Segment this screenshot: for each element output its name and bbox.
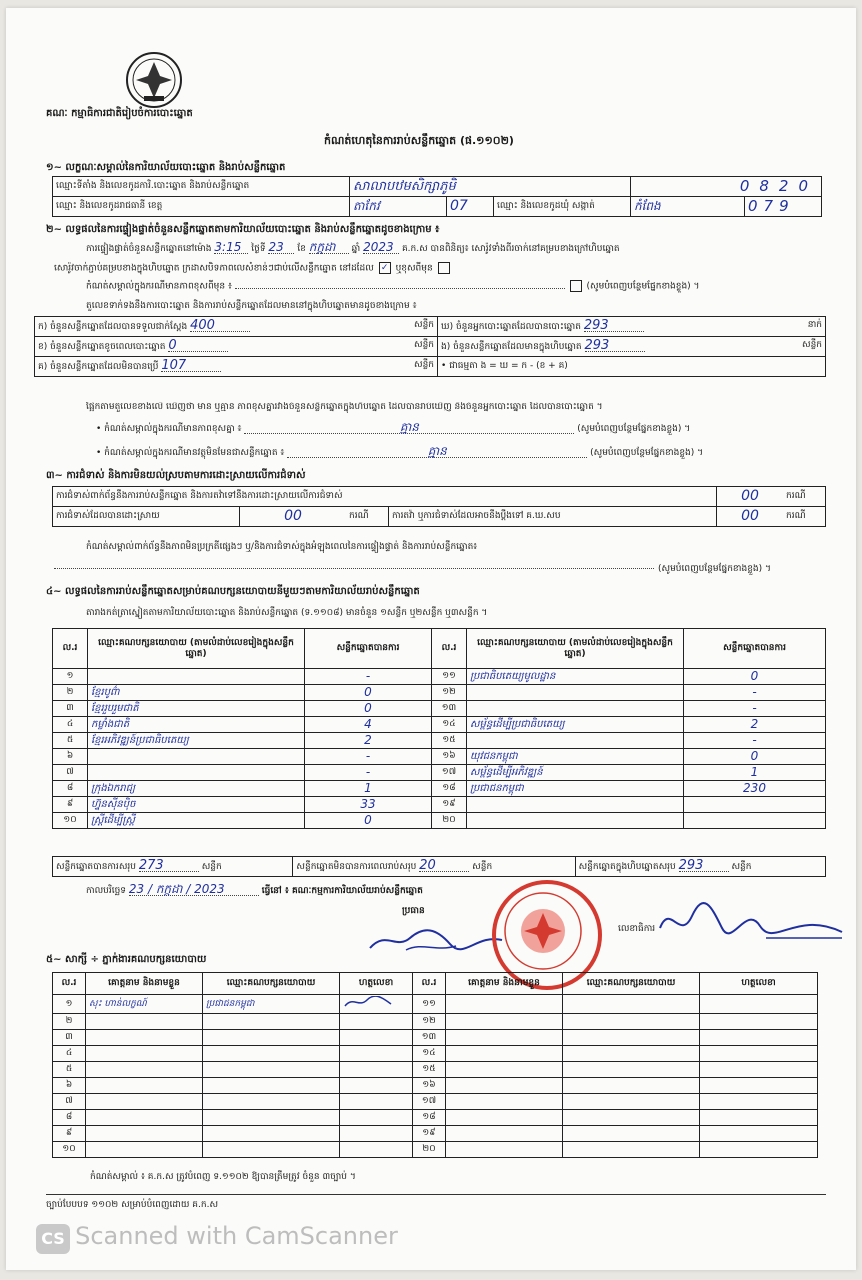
camscanner-logo-icon: CS [36, 1224, 70, 1254]
witness-no: ១ [53, 995, 86, 1014]
witness-name[interactable] [86, 1094, 203, 1110]
total-box-value: 293 [679, 860, 729, 872]
section1-table [52, 176, 822, 217]
witness-row [53, 1094, 818, 1110]
witness-no: ១៣ [413, 1030, 446, 1046]
witness-name[interactable] [446, 1094, 563, 1110]
witness-party[interactable] [563, 1142, 700, 1158]
witness-signature[interactable] [700, 1046, 818, 1062]
count-row-c [35, 357, 438, 377]
result-no: ១៣ [432, 701, 467, 717]
appeal-unit: ករណី [783, 507, 826, 527]
section3-title: ៣~ ការជំទាស់ និងការមិនយល់ស្របតាមការដោះស្រាយលើការជំទាស់ [46, 470, 306, 481]
col-votes-right: សន្លឹកឆ្នោតបានការ [684, 629, 826, 669]
witness-signature[interactable] [700, 1014, 818, 1030]
result-party: ស្ត្រីដើម្បីស្ត្រី [88, 813, 305, 829]
section1-title: ១~ លក្ខណៈសម្គាល់នៃការិយាល័យបោះឆ្នោត និងរាប់សន្លឹកឆ្នោត [46, 162, 286, 173]
day-label: ថ្ងៃទី [251, 244, 266, 254]
result-votes: 1 [305, 781, 432, 797]
witness-party[interactable] [203, 1078, 340, 1094]
count-d-label: ឃ) ចំនួនអ្នកបោះឆ្នោតដែលបានបោះឆ្នោត [441, 322, 581, 332]
witness-signature[interactable] [340, 1030, 413, 1046]
result-votes: 1 [684, 765, 826, 781]
witness-no: ១៧ [413, 1094, 446, 1110]
objection-value: 00 [717, 487, 784, 507]
result-votes: 0 [684, 749, 826, 765]
counting-intro: តួលេខទាក់ទងនឹងការបោះឆ្នោត និងការរាប់សន្លឹកឆ្នោតដែលមាននៅក្នុងហិបឆ្នោតមានដូចខាងក្រោម ៖ [86, 301, 417, 311]
witness-name[interactable] [86, 1078, 203, 1094]
count-row-a [35, 317, 438, 337]
witness-signature[interactable] [700, 1030, 818, 1046]
formula-cell: • ជាធម្មតា ង = ឃ = ក - (ខ + គ) [438, 357, 826, 377]
result-party [467, 797, 684, 813]
committee-label: ធ្វើនៅ ៖ គណៈកម្មការការិយាល័យរាប់សន្លឹកឆ្នោត [261, 886, 423, 896]
witness-no: ៣ [53, 1030, 86, 1046]
witness-signature[interactable] [340, 1142, 413, 1158]
count-e-value: 293 [585, 340, 645, 352]
result-party [467, 813, 684, 829]
result-no: ៦ [53, 749, 88, 765]
result-no: ៧ [53, 765, 88, 781]
bullet1-label: • កំណត់សម្គាល់ក្នុងករណីមានភាពខុសគ្នា ៖ [96, 424, 242, 434]
resolved-label: ការជំទាស់ដែលបានដោះស្រាយ [53, 507, 240, 527]
witness-party[interactable] [203, 1014, 340, 1030]
result-votes: 2 [684, 717, 826, 733]
count-a-label: ក) ចំនួនសន្លឹកឆ្នោតដែលបានទទួលជាក់ស្តែង [38, 322, 188, 332]
anomaly-note-line [86, 280, 826, 293]
total-invalid-unit: សន្លឹក [472, 862, 493, 872]
witness-table [52, 972, 818, 1158]
section2-title: ២~ លទ្ធផលនៃការផ្ទៀងផ្ទាត់ចំនួនសន្លឹកឆ្នោតតាមការិយាល័យបោះឆ្នោត និងរាប់សន្លឹកឆ្នោតដូចខាងក្រោម ៖ [46, 224, 440, 235]
w-col-no-left: ល.រ [53, 973, 86, 995]
secretary-signature [656, 898, 846, 948]
witness-signature[interactable] [340, 1094, 413, 1110]
appeal-label: ការតវ៉ា ឬការជំទាស់ដែលអាចនឹងប្តឹងទៅ គ.ឃ.សប [389, 507, 717, 527]
anomaly-note-field[interactable] [235, 288, 565, 289]
results-row [53, 765, 826, 781]
results-row [53, 701, 826, 717]
anomaly-note-label: កំណត់សម្គាល់ក្នុងករណីមានភាពខុសពីមុន ៖ [86, 281, 232, 292]
result-party: សម្ព័ន្ធដើម្បីអភិវឌ្ឍន៍ [467, 765, 684, 781]
w-col-sign-left: ហត្ថលេខា [340, 973, 413, 995]
witness-signature[interactable] [340, 1126, 413, 1142]
bullet2-hint: (សូមបំពេញបន្ថែមផ្នែកខាងខ្លួង) ។ [590, 448, 704, 458]
result-party: ក្រុងឯករាជ្យ [88, 781, 305, 797]
count-row-e [438, 337, 826, 357]
commune-value: កំពែង [631, 197, 745, 217]
seal-line [54, 262, 452, 275]
witness-signature[interactable] [700, 1094, 818, 1110]
witness-party[interactable] [563, 1046, 700, 1062]
chair-label: ប្រធាន [402, 906, 425, 916]
results-row [53, 781, 826, 797]
witness-name[interactable] [86, 1110, 203, 1126]
result-no: ៤ [53, 717, 88, 733]
committee-name: គណៈ កម្មាធិការជាតិរៀបចំការបោះឆ្នោត [46, 108, 193, 119]
witness-party[interactable] [203, 1126, 340, 1142]
bullet2-line [96, 446, 826, 459]
witness-party[interactable] [203, 1110, 340, 1126]
witness-party[interactable] [563, 995, 700, 1014]
result-party: ខ្មែរអភិវឌ្ឍន៍ប្រជាធិបតេយ្យ [88, 733, 305, 749]
changed-label: ឬខុសពីមុន [395, 263, 433, 274]
witness-name[interactable] [446, 1142, 563, 1158]
result-party [467, 685, 684, 701]
witness-no: ៩ [53, 1126, 86, 1142]
result-party: យុវជនកម្ពុជា [467, 749, 684, 765]
result-votes: - [305, 669, 432, 685]
secretary-label: លេខាធិការ [618, 924, 656, 934]
objection-unit: ករណី [783, 487, 826, 507]
result-votes: 0 [684, 669, 826, 685]
witness-signature[interactable] [700, 1142, 818, 1158]
result-party [88, 669, 305, 685]
result-votes: 230 [684, 781, 826, 797]
witness-signature[interactable] [340, 995, 413, 1014]
total-invalid-value: 20 [419, 860, 469, 872]
location-label: ឈ្មោះទីតាំង និងលេខកូដការិ.បោះឆ្នោត និងរាប់សន្លឹកឆ្នោត [53, 177, 350, 197]
witness-party[interactable] [563, 1030, 700, 1046]
witness-name[interactable] [86, 1014, 203, 1030]
witness-no: ១៦ [413, 1078, 446, 1094]
witness-row [53, 1014, 818, 1030]
total-valid-label: សន្លឹកឆ្នោតបានការសរុប [56, 862, 136, 872]
result-no: ២ [53, 685, 88, 701]
witness-no: ៦ [53, 1078, 86, 1094]
count-e-unit: សន្លឹក [802, 340, 822, 350]
bottom-note: ច្បាប់បែបបទ ១១០២ សម្រាប់បំពេញដោយ គ.ក.ស [46, 1200, 219, 1210]
objection-table [52, 486, 826, 527]
total-box-label: សន្លឹកឆ្នោតក្នុងហិបឆ្នោតសរុប [578, 862, 676, 872]
witness-signature[interactable] [700, 1078, 818, 1094]
witness-signature[interactable] [340, 1046, 413, 1062]
witness-no: ៥ [53, 1062, 86, 1078]
witness-no: ១០ [53, 1142, 86, 1158]
witness-party[interactable] [203, 1142, 340, 1158]
results-table [52, 628, 826, 829]
location-value: សាលាបឋមសិក្សាភូមិ [350, 177, 631, 197]
witness-no: ១១ [413, 995, 446, 1014]
total-invalid-label: សន្លឹកឆ្នោតមិនបានការពេលរាប់សរុប [296, 862, 417, 872]
result-votes: 0 [305, 813, 432, 829]
witness-no: ៤ [53, 1046, 86, 1062]
section4-title: ៤~ លទ្ធផលនៃការរាប់សន្លឹកឆ្នោតសម្រាប់គណបក្សនយោបាយនីមួយៗតាមការិយាល័យរាប់សន្លឹកឆ្នោត [46, 586, 420, 597]
result-votes: 2 [305, 733, 432, 749]
witness-name[interactable] [86, 1142, 203, 1158]
results-row [53, 669, 826, 685]
w-col-no-right: ល.រ [413, 973, 446, 995]
result-no: ១២ [432, 685, 467, 701]
witness-name[interactable] [86, 1030, 203, 1046]
witness-party[interactable] [563, 1014, 700, 1030]
scanner-watermark [36, 1222, 398, 1254]
bullet1-value: គ្មាន [244, 422, 574, 434]
col-party-right: ឈ្មោះគណបក្សនយោបាយ (តាមលំដាប់លេខរៀងក្នុងសន្លឹកឆ្នោត) [467, 629, 684, 669]
witness-party[interactable] [563, 1110, 700, 1126]
year-value: 2023 [363, 242, 399, 254]
result-no: ៨ [53, 781, 88, 797]
total-valid-unit: សន្លឹក [201, 862, 222, 872]
result-party [88, 749, 305, 765]
result-no: ៣ [53, 701, 88, 717]
witness-signature[interactable] [700, 1062, 818, 1078]
col-no-left: ល.រ [53, 629, 88, 669]
witness-signature[interactable] [340, 1014, 413, 1030]
col-votes-left: សន្លឹកឆ្នោតបានការ [305, 629, 432, 669]
results-row [53, 749, 826, 765]
witness-name[interactable] [446, 995, 563, 1014]
result-votes: 33 [305, 797, 432, 813]
witness-party[interactable] [563, 1062, 700, 1078]
witness-row [53, 1046, 818, 1062]
col-no-right: ល.រ [432, 629, 467, 669]
result-votes: 4 [305, 717, 432, 733]
result-party: ហ្វ៊ុនស៊ីនប៉ិច [88, 797, 305, 813]
count-row-d [438, 317, 826, 337]
result-votes: - [305, 765, 432, 781]
resolved-value: 00 [240, 507, 347, 527]
witness-party[interactable] [203, 1062, 340, 1078]
form-title: កំណត់ហេតុនៃការរាប់សន្លឹកឆ្នោត (ផ.១១០២) [324, 134, 514, 147]
witness-name[interactable] [446, 1126, 563, 1142]
results-row [53, 717, 826, 733]
count-c-value: 107 [161, 360, 221, 372]
chair-signature [366, 920, 506, 956]
witness-name[interactable] [446, 1030, 563, 1046]
witness-party[interactable] [563, 1126, 700, 1142]
w-col-party-left: ឈ្មោះគណបក្សនយោបាយ [203, 973, 340, 995]
result-no: ១៩ [432, 797, 467, 813]
result-party: ប្រជាជនកម្ពុជា [467, 781, 684, 797]
result-party: កម្លាំងជាតិ [88, 717, 305, 733]
seal-text: សោរ៉ូវចាក់ភ្ជាប់គម្របខាងក្នុងហិបឆ្នោត ក្រដាសបិទភាពលេសំខាន់ៗជាប់លើសន្លឹកឆ្នោត នៅដដែល [54, 263, 374, 274]
witness-name[interactable] [446, 1014, 563, 1030]
result-no: ១០ [53, 813, 88, 829]
result-no: ១៥ [432, 733, 467, 749]
count-b-unit: សន្លឹក [414, 340, 434, 350]
result-no: ២០ [432, 813, 467, 829]
form-sheet [6, 8, 856, 1270]
result-no: ១៦ [432, 749, 467, 765]
witness-no: ១៤ [413, 1046, 446, 1062]
result-party [467, 701, 684, 717]
witness-name[interactable] [86, 1046, 203, 1062]
time-value: 3:15 [214, 242, 248, 254]
witness-name[interactable] [446, 1110, 563, 1126]
count-a-unit: សន្លឹក [414, 320, 434, 330]
witness-row [53, 1110, 818, 1126]
section3-note-field[interactable] [54, 568, 654, 569]
bottom-divider [46, 1194, 826, 1195]
witness-party[interactable] [203, 1094, 340, 1110]
after-date-text: គ.ក.ស បានពិនិត្យ៖ សោរ៉ូវទាំងពីរចាក់នៅគម្របខាងក្រៅហិបឆ្នោត [401, 244, 620, 254]
anomaly-note-hint: (សូមបំពេញបន្ថែមផ្នែកខាងខ្លួង) ។ [586, 281, 700, 292]
month-label: ខែ [297, 244, 306, 254]
count-e-label: ង) ចំនួនសន្លឹកឆ្នោតដែលមានក្នុងហិបឆ្នោត [441, 342, 582, 352]
witness-party[interactable] [203, 1030, 340, 1046]
compare-sentence: ផ្អែកតាមតួលេខខាងលើ ឃើញថា មាន ឬគ្មាន ភាពខុសគ្នារវាងចំនួនសន្លឹកឆ្នោតក្នុងហិបឆ្នោត ដែលបានរាប់ឃើញ និងចំនួនអ្នកបោះឆ្នោត ដែលបានបោះឆ្នោត ។ [86, 402, 603, 412]
footnote: កំណត់សម្គាល់ ៖ គ.ក.ស ត្រូវបំពេញ ទ.១១០២ ឱ្យបានត្រឹមត្រូវ ចំនួន ៣ច្បាប់ ។ [90, 1172, 356, 1182]
province-code: 07 [447, 197, 494, 217]
date-value: 23 / កក្កដា / 2023 [129, 884, 259, 896]
bullet1-line [96, 422, 826, 435]
verify-time-line [86, 242, 826, 255]
section5-title: ៥~ សាក្សី ÷ ភ្នាក់ងារគណបក្សនយោបាយ [46, 954, 207, 965]
witness-body [53, 995, 818, 1158]
result-votes: 0 [305, 685, 432, 701]
count-b-value: 0 [168, 340, 228, 352]
bullet1-hint: (សូមបំពេញបន្ថែមផ្នែកខាងខ្លួង) ។ [577, 424, 691, 434]
witness-no: ២ [53, 1014, 86, 1030]
witness-party[interactable] [563, 1094, 700, 1110]
result-no: ១៧ [432, 765, 467, 781]
total-valid-value: 273 [139, 860, 199, 872]
w-col-sign-right: ហត្ថលេខា [700, 973, 818, 995]
witness-party[interactable]: ប្រជាជនកម្ពុជា [203, 995, 340, 1014]
witness1-signature [343, 996, 393, 1008]
total-box-cell [575, 857, 825, 877]
witness-no: ២០ [413, 1142, 446, 1158]
total-invalid-cell [293, 857, 575, 877]
result-party: ប្រជាធិបតេយ្យមូលដ្ឋាន [467, 669, 684, 685]
witness-signature[interactable] [700, 1110, 818, 1126]
witness-signature[interactable] [340, 1062, 413, 1078]
witness-row [53, 1062, 818, 1078]
attach-sentence: តារាងកត់ត្រាស្នៀតតាមការិយាល័យបោះឆ្នោត និងរាប់សន្លឹកឆ្នោត (ទ.១១០៨) មានចំនួន ១សន្លឹក ឬ២សន្លឹក ឬ៣សន្លឹក ។ [86, 608, 488, 618]
witness-row [53, 1142, 818, 1158]
anomaly-checkbox[interactable] [570, 280, 582, 292]
appeal-value: 00 [717, 507, 784, 527]
count-c-unit: សន្លឹក [414, 360, 434, 370]
witness-no: ១៥ [413, 1062, 446, 1078]
witness-no: ១២ [413, 1014, 446, 1030]
result-no: ៥ [53, 733, 88, 749]
witness-name[interactable] [446, 1062, 563, 1078]
result-no: ១ [53, 669, 88, 685]
date-line [86, 884, 423, 897]
result-no: ១៤ [432, 717, 467, 733]
bullet2-label: • កំណត់សម្គាល់ក្នុងករណីមានវត្ថុមិនមែនជាសន្លឹកឆ្នោត ៖ [96, 448, 285, 458]
result-votes [684, 813, 826, 829]
w-col-name-right: គោត្តនាម និងនាមខ្លួន [446, 973, 563, 995]
objection-label: ការជំទាស់ពាក់ព័ន្ធនឹងការរាប់សន្លឹកឆ្នោត និងការតវ៉ាទៅនឹងការដោះស្រាយលើការជំទាស់ [53, 487, 717, 507]
total-valid-cell [53, 857, 293, 877]
w-col-party-right: ឈ្មោះគណបក្សនយោបាយ [563, 973, 700, 995]
witness-name[interactable] [86, 1062, 203, 1078]
section3-note-hint: (សូមបំពេញបន្ថែមផ្នែកខាងខ្លួង) ។ [658, 564, 771, 574]
result-party [467, 733, 684, 749]
count-c-label: គ) ចំនួនសន្លឹកឆ្នោតដែលមិនបានប្រើ [38, 362, 159, 372]
result-no: ៩ [53, 797, 88, 813]
witness-no: ១៩ [413, 1126, 446, 1142]
witness-row [53, 1030, 818, 1046]
commune-code: 079 [745, 197, 822, 217]
w-col-name-left: គោត្តនាម និងនាមខ្លួន [86, 973, 203, 995]
col-party-left: ឈ្មោះគណបក្សនយោបាយ (តាមលំដាប់លេខរៀងក្នុងសន្លឹកឆ្នោត) [88, 629, 305, 669]
witness-signature[interactable] [340, 1110, 413, 1126]
bullet2-value: គ្មាន [287, 446, 587, 458]
result-party: ខ្មែររួបរួមជាតិ [88, 701, 305, 717]
resolved-unit: ករណី [346, 507, 389, 527]
witness-party[interactable] [563, 1078, 700, 1094]
result-votes: 0 [305, 701, 432, 717]
result-party [88, 765, 305, 781]
province-label: ឈ្មោះ និងលេខកូដរាជធានី ខេត្ត [53, 197, 350, 217]
total-box-unit: សន្លឹក [731, 862, 752, 872]
count-row-b [35, 337, 438, 357]
witness-name[interactable] [86, 1126, 203, 1142]
year-label: ឆ្នាំ [351, 244, 361, 254]
results-row [53, 733, 826, 749]
location-code: 0820 [631, 177, 822, 197]
result-votes: - [684, 685, 826, 701]
witness-name[interactable] [446, 1078, 563, 1094]
results-body [53, 669, 826, 829]
results-row [53, 685, 826, 701]
count-d-unit: នាក់ [807, 320, 822, 330]
emblem-icon [124, 50, 184, 110]
witness-signature[interactable] [700, 995, 818, 1014]
watermark-text: Scanned with CamScanner [75, 1222, 398, 1250]
time-label: ការផ្ទៀងផ្ទាត់ចំនួនសន្លឹកឆ្នោតនៅម៉ោង [86, 244, 212, 254]
result-no: ១៨ [432, 781, 467, 797]
witness-row [53, 995, 818, 1014]
count-b-label: ខ) ចំនួនសន្លឹកឆ្នោតខូចពេលបោះឆ្នោត [38, 342, 166, 352]
result-votes: - [684, 701, 826, 717]
witness-no: ១៨ [413, 1110, 446, 1126]
result-party: ខ្មែរបូព៌ា [88, 685, 305, 701]
section3-note: កំណត់សម្គាល់ពាក់ព័ន្ធនឹងភាពមិនប្រក្រតីផ្សេងៗ ឬ/និងការជំទាស់ក្នុងអំឡុងពេលនៃការផ្ទៀងផ្ទាត់ និងការរាប់សន្លឹកឆ្នោត៖ [86, 542, 478, 552]
count-a-value: 400 [190, 320, 250, 332]
witness-no: ៨ [53, 1110, 86, 1126]
witness-party[interactable] [203, 1046, 340, 1062]
witness-no: ៧ [53, 1094, 86, 1110]
witness-name[interactable]: សុះ ហាន់លក្ខណ៍ [86, 995, 203, 1014]
counting-table [34, 316, 826, 377]
unchanged-checkbox[interactable]: ✓ [379, 262, 391, 274]
result-votes [684, 797, 826, 813]
witness-name[interactable] [446, 1046, 563, 1062]
witness-signature[interactable] [700, 1126, 818, 1142]
results-row [53, 813, 826, 829]
witness-row [53, 1126, 818, 1142]
month-value: កក្កដា [309, 242, 349, 254]
date-label: កាលបរិច្ឆេទ [86, 886, 126, 896]
totals-table [52, 856, 826, 877]
commune-label: ឈ្មោះ និងលេខកូដឃុំ សង្កាត់ [494, 197, 631, 217]
count-d-value: 293 [584, 320, 644, 332]
result-votes: - [305, 749, 432, 765]
witness-signature[interactable] [340, 1078, 413, 1094]
result-no: ១១ [432, 669, 467, 685]
changed-checkbox[interactable] [438, 262, 450, 274]
day-value: 23 [268, 242, 294, 254]
province-value: តាកែវ [350, 197, 447, 217]
result-party: សម្ព័ន្ធដើម្បីប្រជាធិបតេយ្យ [467, 717, 684, 733]
witness-row [53, 1078, 818, 1094]
result-votes: - [684, 733, 826, 749]
results-row [53, 797, 826, 813]
